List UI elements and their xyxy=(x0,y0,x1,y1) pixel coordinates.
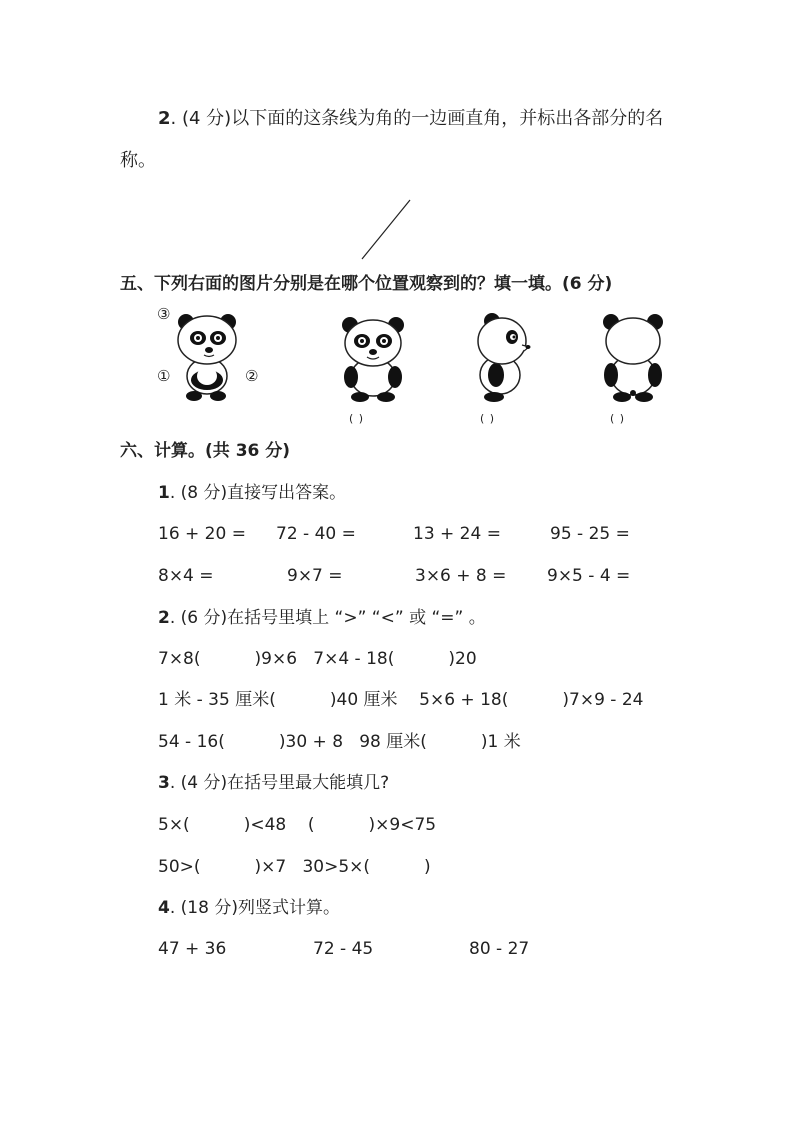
position-2-label: ② xyxy=(245,367,259,385)
part-4-title xyxy=(158,897,340,919)
section-6-title: 六、计算。(共 36 分) xyxy=(120,441,291,461)
compare-line-2: 1 米 - 35 厘米( )40 厘米 5×6 + 18( )7×9 - 24 xyxy=(158,690,644,710)
expr-1-2: 72 - 40 = xyxy=(276,524,356,544)
q2-number: 2 xyxy=(158,108,171,129)
position-3-label: ③ xyxy=(157,305,171,323)
vertical-calc-1: 47 + 36 xyxy=(158,939,227,959)
answer-blank-2[interactable]: ( ) xyxy=(480,412,496,425)
position-1-label: ① xyxy=(157,367,171,385)
part-3-text: . (4 分)在括号里最大能填几? xyxy=(169,773,390,793)
expr-1-1: 16 + 20 = xyxy=(158,524,246,544)
angle-side-line xyxy=(0,0,794,300)
part-1-title xyxy=(158,482,346,504)
compare-line-1: 7×8( )9×6 7×4 - 18( )20 xyxy=(158,649,477,669)
panda-back-view xyxy=(602,313,664,403)
answer-blank-1[interactable]: ( ) xyxy=(349,412,365,425)
part-4-number: 4 xyxy=(158,898,170,918)
compare-line-3: 54 - 16( )30 + 8 98 厘米( )1 米 xyxy=(158,732,521,752)
part-3-title xyxy=(158,772,389,794)
q2-line2: 称。 xyxy=(120,150,156,171)
panda-reference-picture xyxy=(176,310,238,402)
expr-1-3: 13 + 24 = xyxy=(413,524,501,544)
section-5-title: 五、下列右面的图片分别是在哪个位置观察到的？填一填。(6 分) xyxy=(120,274,613,294)
expr-1-4: 95 - 25 = xyxy=(550,524,630,544)
panda-front-view xyxy=(340,315,406,403)
expr-2-1: 8×4 = xyxy=(158,566,214,586)
part-4-text: . (18 分)列竖式计算。 xyxy=(169,898,340,918)
answer-blank-3[interactable]: ( ) xyxy=(610,412,626,425)
panda-side-view xyxy=(472,313,532,403)
vertical-calc-3: 80 - 27 xyxy=(469,939,530,959)
vertical-calc-2: 72 - 45 xyxy=(313,939,374,959)
part-2-number: 2 xyxy=(158,608,170,628)
expr-2-4: 9×5 - 4 = xyxy=(547,566,631,586)
part-2-text: . (6 分)在括号里填上 “>” “<” 或 “=” 。 xyxy=(169,608,486,628)
expr-2-3: 3×6 + 8 = xyxy=(415,566,507,586)
q2-text: . (4 分)以下面的这条线为角的一边画直角，并标出各部分的名 xyxy=(170,108,664,129)
max-fill-line-1: 5×( )<48 ( )×9<75 xyxy=(158,815,437,835)
part-2-title xyxy=(158,607,486,629)
part-3-number: 3 xyxy=(158,773,170,793)
max-fill-line-2: 50>( )×7 30>5×( ) xyxy=(158,857,431,877)
part-1-text: . (8 分)直接写出答案。 xyxy=(169,483,347,503)
expr-2-2: 9×7 = xyxy=(287,566,343,586)
part-1-number: 1 xyxy=(158,483,170,503)
